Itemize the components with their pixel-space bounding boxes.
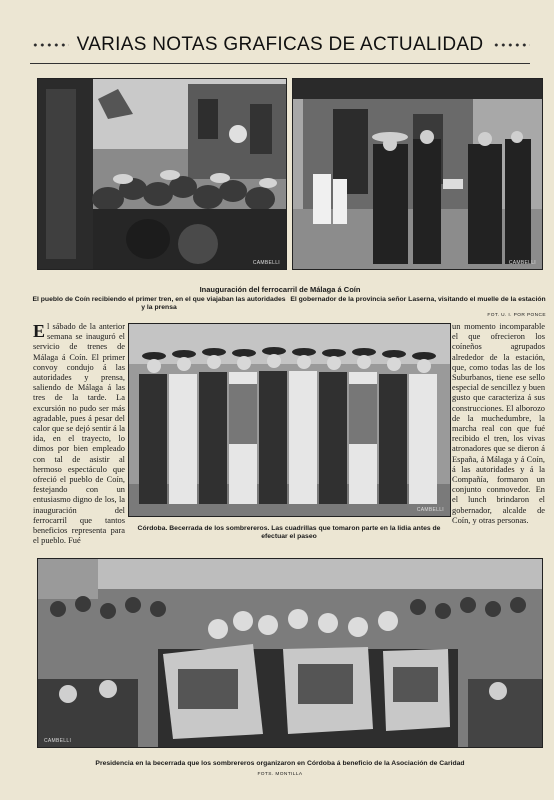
article-column-right <box>452 322 545 550</box>
section-title-railway: Inauguración del ferrocarril de Málaga á Coín <box>199 285 361 294</box>
article-text-right: un momento incomparable el que ofrecieron los coíneños agrupados alrededor de la estación, que, como todas las de los Suburbanos, tiene ese sello especial de sencillez y buen gusto que caracteriza á sus construcciones. El alborozo de la muchedumbre, la marcha real con que fué recibido el tren, los vivas atronadores que se dieron á España, á Málaga y á Coín, á las autoridades y á la Compañía, formaron un conjunto conmovedor. En el lunch brindaron el gobernador, alcalde de Coín, y otras personas. <box>452 322 546 525</box>
photo-crowd-train <box>37 78 287 270</box>
photo-governor-station <box>292 78 543 270</box>
photo-presidencia <box>37 558 543 748</box>
photo-credit-section1: FOT. U. I. POR PONCE <box>487 313 546 318</box>
photo-credit-mark: CAMBELLI <box>252 260 280 266</box>
ornament-left <box>30 40 69 50</box>
photo-credit-mark: CAMBELLI <box>416 507 444 513</box>
ornament-right <box>491 40 530 50</box>
photo-credit-section3: FOTS. MONTILLA <box>257 772 303 777</box>
caption-governor-station: El gobernador de la provincia señor Laserna, visitando el muelle de la estación <box>290 296 546 303</box>
caption-presidencia: Presidencia en la becerrada que los sombrereros organizaron en Córdoba á beneficio de la Asociación de Caridad <box>95 760 465 767</box>
caption-crowd-train: El pueblo de Coín recibiendo el primer tren, en el que viajaban las autoridades y la prensa <box>32 296 286 312</box>
photo-cuadrillas <box>128 323 451 517</box>
article-text-left: l sábado de la anterior semana se inauguró el servicio de trenes de Málaga á Coín. El primer convoy condujo á las autoridades y prensa, saliendo de Málaga á las tres de la tarde. La excursión no pudo ser más agradable, pues á pesar del calor que se dejó sentir á la ida, en el trayecto, lo dimos por bien empleado con tal de asistir al hermoso espectáculo que ofreció el pueblo de Coín, festejando con un entusiasmo digno de los, la inauguración del ferrocarril que tantos beneficios representa para el pueblo. Fué <box>33 322 125 546</box>
photo-credit-mark: CAMBELLI <box>44 738 72 744</box>
article-column-left <box>33 322 125 550</box>
photo-credit-mark: CAMBELLI <box>508 260 536 266</box>
caption-cuadrillas: Córdoba. Becerrada de los sombrereros. Las cuadrillas que tomaron parte en la lidia antes de efectuar el paseo <box>137 525 441 541</box>
header-rule <box>30 63 530 64</box>
page-header <box>30 30 530 60</box>
dropcap: E <box>33 321 46 341</box>
page-title: VARIAS NOTAS GRAFICAS DE ACTUALIDAD <box>76 34 484 55</box>
